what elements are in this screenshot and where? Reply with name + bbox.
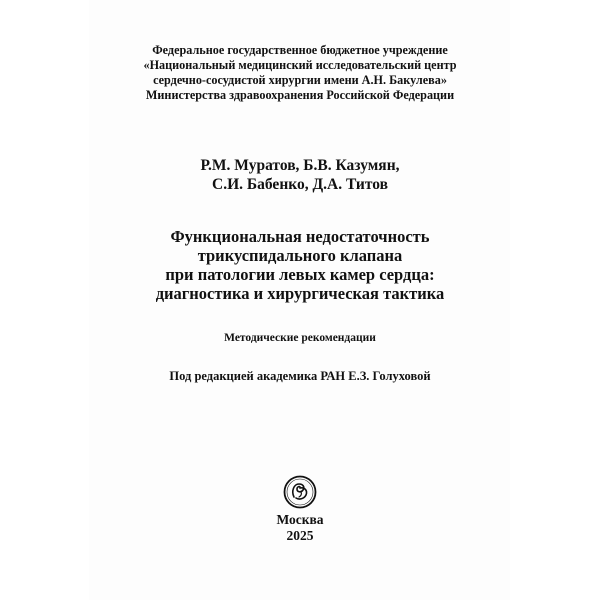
imprint-city: Москва — [276, 512, 324, 527]
imprint — [0, 512, 600, 544]
institution-line: Министерства здравоохранения Российской Федерации — [145, 88, 455, 102]
authors-line: Р.М. Муратов, Б.В. Казумян, — [200, 157, 400, 174]
institution-line: сердечно-сосудистой хирургии имени А.Н. Бакулева» — [153, 73, 447, 87]
editor-credit: Под редакцией академика РАН Е.З. Голуховой — [169, 369, 431, 383]
document-type: Методические рекомендации — [224, 332, 376, 344]
institution-line: «Национальный медицинский исследовательский центр — [143, 58, 457, 72]
title-line: диагностика и хирургическая тактика — [155, 284, 445, 303]
institution-line: Федеральное государственное бюджетное учреждение — [152, 43, 448, 57]
publisher-emblem-icon — [283, 475, 317, 509]
authors — [0, 157, 600, 194]
imprint-year: 2025 — [286, 528, 314, 543]
title-line: при патологии левых камер сердца: — [165, 265, 435, 284]
title-line: Функциональная недостаточность — [170, 227, 430, 246]
title-line: трикуспидального клапана — [197, 246, 403, 265]
book-title — [0, 227, 600, 303]
institution-header — [0, 43, 600, 103]
authors-line: С.И. Бабенко, Д.А. Титов — [212, 175, 388, 193]
